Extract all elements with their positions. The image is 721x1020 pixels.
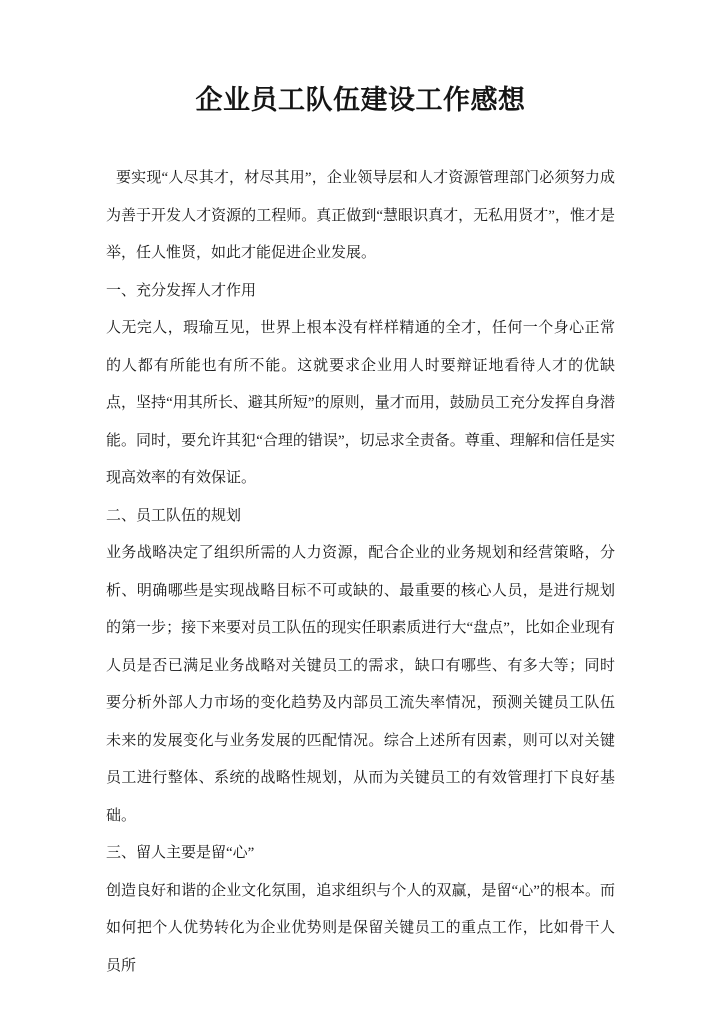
body-paragraph: 要实现“人尽其才，材尽其用”，企业领导层和人才资源管理部门必须努力成为善于开发人才资源的工程师。真正做到“慧眼识真才，无私用贤才”，惟才是举，任人惟贤，如此才能促进企业发展。 — [106, 170, 615, 261]
section-heading: 三、留人主要是留“心” — [106, 845, 255, 861]
body-paragraph: 创造良好和谐的企业文化氛围，追求组织与个人的双赢，是留“心”的根本。而如何把个人优势转化为企业优势则是保留关键员工的重点工作，比如骨干人员所 — [106, 882, 615, 974]
section-heading: 一、充分发挥人才作用 — [106, 282, 257, 299]
document-body — [106, 160, 615, 985]
body-paragraph: 人无完人，瑕瑜互见，世界上根本没有样样精通的全才，任何一个身心正常的人都有所能也有所不能。这就要求企业用人时要辩证地看待人才的优缺点，坚持“用其所长、避其所短”的原则，量才而用，鼓励员工充分发挥自身潜能。同时，要允许其犯“合理的错误”，切忌求全责备。尊重、理解和信任是实现高效率的有效保证。 — [106, 320, 615, 486]
body-paragraph: 业务战略决定了组织所需的人力资源，配合企业的业务规划和经营策略，分析、明确哪些是实现战略目标不可或缺的、最重要的核心人员，是进行规划的第一步；接下来要对员工队伍的现实任职素质进行大“盘点”，比如企业现有人员是否已满足业务战略对关键员工的需求，缺口有哪些、有多大等；同时要分析外部人力市场的变化趋势及内部员工流失率情况，预测关键员工队伍未来的发展变化与业务发展的匹配情况。综合上述所有因素，则可以对关键员工进行整体、系统的战略性规划，从而为关键员工的有效管理打下良好基础。 — [106, 545, 615, 824]
document-title: 企业员工队伍建设工作感想 — [195, 85, 526, 115]
section-heading: 二、员工队伍的规划 — [106, 507, 242, 524]
